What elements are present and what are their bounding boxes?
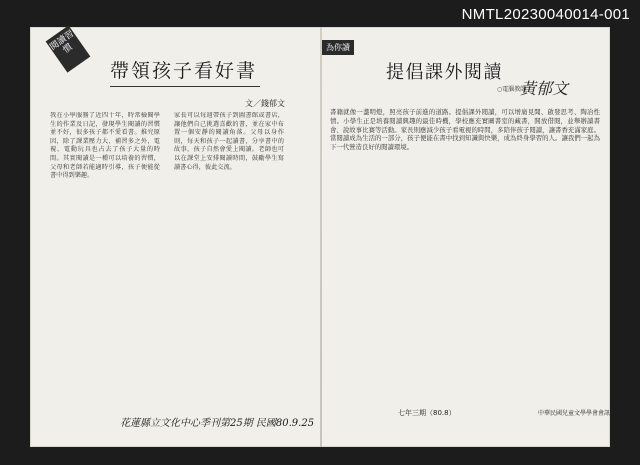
right-publisher: 中華民國兒童文學學會會訊 [538, 410, 611, 417]
left-article-author: 文／錢郁文 [245, 99, 285, 108]
right-article-author: 黃郁文 [520, 79, 569, 98]
right-article-body: 書籍就像一盞明燈，照亮孩子前進的道路。提倡課外閱讀，可以增廣見聞、啟發思考、陶冶性情。小學生正是培養閱讀興趣的最佳時機，學校應充實圖書室的藏書，開放借閱，並舉辦讀書會、說故事比賽等活動。家長則應減少孩子看電視的時間，多陪伴孩子閱讀，讓書香充滿家庭。當閱讀成為生活的一部分，孩子便能在書中找到知識與快樂，成為終身學習的人。讓我們一起為下一代營造良好的閱讀環境。 [330, 108, 600, 152]
title-rule [110, 86, 260, 87]
handwritten-source-note: 花蓮縣立文化中心季刊第25期 民國80.9.25 [120, 418, 315, 429]
right-article-subtitle: ○電腦教師 [497, 86, 527, 93]
left-article-title: 帶領孩子看好書 [110, 60, 258, 82]
right-section-badge: 為你讀 [322, 40, 354, 55]
document-identifier: NMTL20230040014-001 [461, 6, 630, 23]
right-article-title: 提倡課外閱讀 [386, 62, 503, 83]
page-fold [320, 27, 322, 447]
left-article-column-1: 我在小學服務了近四十年，時常檢閱學生的作業及日記，發現學生閱讀的習慣並不好，很多孩子都不愛看書。推究原因，除了課業壓力大、補習多之外，電視、電動玩具也占去了孩子大量的時間。其實閱讀是一種可以培養的習慣，父母和老師若能適時引導，孩子便能從書中得到樂趣。 [50, 112, 160, 180]
left-section-badge: 閱讀習慣 [46, 25, 91, 72]
right-issue-number: 七年三期（80.8） [398, 409, 456, 417]
left-article-column-2: 家長可以每週帶孩子到圖書館或書店，讓他們自己挑選喜歡的書，並在家中布置一個安靜的閱讀角落。父母以身作則，每天和孩子一起讀書，分享書中的故事，孩子自然會愛上閱讀。老師也可以在課堂上安排閱讀時間，鼓勵學生寫讀書心得，彼此交流。 [174, 112, 284, 171]
